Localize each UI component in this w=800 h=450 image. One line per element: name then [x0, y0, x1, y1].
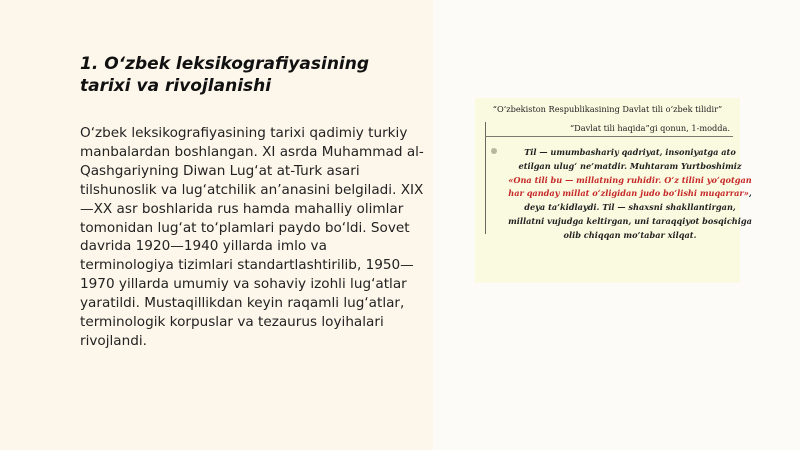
document-quote-highlight: «Ona tili bu — millatning ruhidir. O‘z tilini yo‘qotgan har qanday millat o‘zligidan judo bo‘lishi muqarrar» [508, 174, 752, 199]
bullet-icon [491, 148, 497, 154]
document-vertical-rule [485, 122, 486, 234]
document-quote [491, 146, 753, 243]
document-header-source: “Davlat tili haqida”gi qonun, 1-modda. [569, 123, 730, 133]
document-excerpt-image [475, 98, 752, 283]
document-header-quote: “O‘zbekiston Respublikasining Davlat tili o‘zbek tilidir” [492, 104, 723, 114]
document-quote-text-1: Til — umumbashariy qadriyat, insoniyatga ato etilgan ulug‘ ne’matdir. Muhtaram Yurtboshimiz [518, 147, 742, 171]
document-quote-text-2: , deya ta’kidlaydi. Til — shaxsni shakllantirgan, millatni vujudga keltirgan, uni taraqqiyot bosqichiga olib chiqqan mo’tabar xilqat. [508, 188, 752, 240]
document-divider [485, 136, 733, 137]
slide-body-text: O‘zbek leksikografiyasining tarixi qadimiy turkiy manbalardan boshlangan. XI asrda Muhammad al-Qashgariyning Diwan Lug‘at at-Turk asari tilshunoslik va lug‘atchilik an’anasini belgiladi. XIX—XX asr boshlarida rus hamda mahalliy olimlar tomonidan lug‘at to‘plamlari paydo bo‘ldi. Sovet davrida 1920—1940 yillarda imlo va terminologiya tizimlari standartlashtirilib, 1950—1970 yillarda umumiy va sohaviy izohli lug‘atlar yaratildi. Mustaqillikdan keyin raqamli lug‘atlar, terminologik korpuslar va tezaurus loyihalari rivojlandi. [80, 125, 424, 349]
slide-title: 1. O‘zbek leksikografiyasining tarixi va rivojlanishi [80, 54, 370, 96]
